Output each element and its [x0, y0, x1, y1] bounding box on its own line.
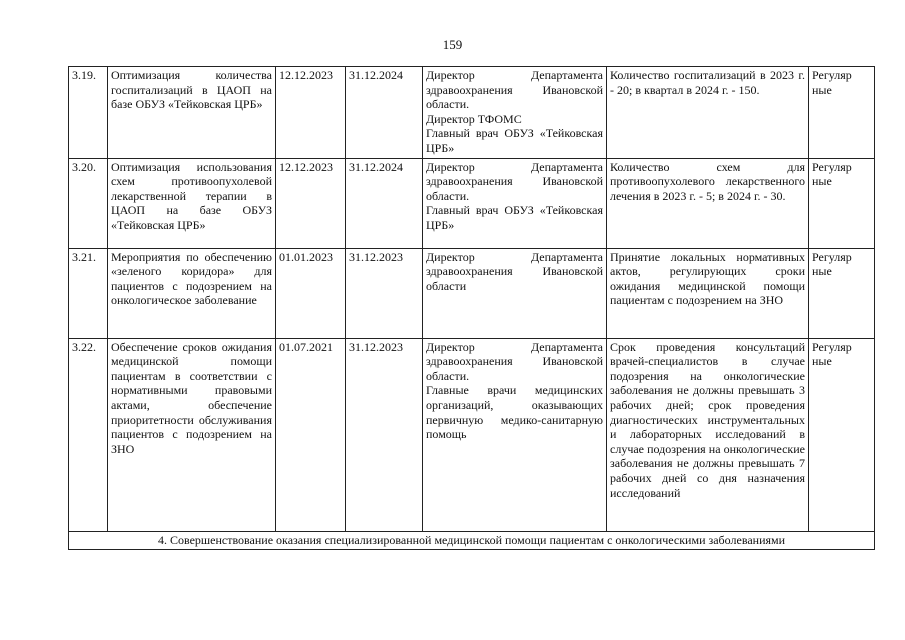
page-number: 159: [442, 37, 463, 52]
responsible-persons: [423, 338, 607, 531]
table-row: [69, 338, 875, 531]
end-date: 31.12.2024: [346, 67, 423, 159]
row-number: 3.20.: [69, 158, 108, 248]
periodicity: Регуляр ные: [809, 248, 875, 338]
row-number: 3.19.: [69, 67, 108, 159]
event-name: Оптимизация количества госпитализаций в ЦАОП на базе ОБУЗ «Тейковская ЦРБ»: [108, 67, 276, 159]
row-number: 3.22.: [69, 338, 108, 531]
end-date: 31.12.2024: [346, 158, 423, 248]
end-date: 31.12.2023: [346, 248, 423, 338]
responsible-line: Директор Департамента здравоохранения Ивановской области.: [426, 68, 603, 112]
event-name: Обеспечение сроков ожидания медицинской помощи пациентам в соответствии с нормативными правовыми актами, обеспечение приоритетности обслуживания пациентов с подозрением на ЗНО: [108, 338, 276, 531]
responsible-line: Директор Департамента здравоохранения Ивановской области.: [426, 159, 603, 203]
periodicity: Регуляр ные: [809, 67, 875, 159]
periodicity: Регуляр ные: [809, 338, 875, 531]
row-number: 3.21.: [69, 248, 108, 338]
table-row: [69, 67, 875, 159]
responsible-line: Директор Департамента здравоохранения Ивановской области: [426, 249, 603, 293]
event-name: Оптимизация использования схем противоопухолевой лекарственной терапии в ЦАОП на базе ОБУЗ «Тейковская ЦРБ»: [108, 158, 276, 248]
responsible-persons: [423, 67, 607, 159]
section-heading-row: [69, 531, 875, 550]
start-date: 01.07.2021: [276, 338, 346, 531]
start-date: 01.01.2023: [276, 248, 346, 338]
responsible-line: Главные врачи медицинских организаций, оказывающих первичную медико-санитарную помощь: [426, 383, 603, 442]
responsible-line: Директор Департамента здравоохранения Ивановской области.: [426, 339, 603, 383]
start-date: 12.12.2023: [276, 67, 346, 159]
responsible-persons: [423, 158, 607, 248]
start-date: 12.12.2023: [276, 158, 346, 248]
table-row: [69, 158, 875, 248]
responsible-line: Главный врач ОБУЗ «Тейковская ЦРБ»: [426, 126, 603, 155]
expected-result: Количество госпитализаций в 2023 г. - 20; в квартал в 2024 г. - 150.: [607, 67, 809, 159]
expected-result: Количество схем для противоопухолевого лекарственного лечения в 2023 г. - 5; в 2024 г. - 30.: [607, 158, 809, 248]
end-date: 31.12.2023: [346, 338, 423, 531]
responsible-line: Главный врач ОБУЗ «Тейковская ЦРБ»: [426, 203, 603, 232]
periodicity: Регуляр ные: [809, 158, 875, 248]
event-name: Мероприятия по обеспечению «зеленого коридора» для пациентов с подозрением на онкологическое заболевание: [108, 248, 276, 338]
section-heading: 4. Совершенствование оказания специализированной медицинской помощи пациентам с онкологическими заболеваниями: [69, 531, 875, 550]
expected-result: Срок проведения консультаций врачей-специалистов в случае подозрения на онкологические заболевания не должны превышать 3 рабочих дней; срок проведения диагностических инструментальных и лабораторных исследований в случае подозрения на онкологические заболевания не должны превышать 7 рабочих дней со дня назначения исследований: [607, 338, 809, 531]
table-row: [69, 248, 875, 338]
expected-result: Принятие локальных нормативных актов, регулирующих сроки ожидания медицинской помощи пациентам с подозрением на ЗНО: [607, 248, 809, 338]
action-plan-table: [68, 66, 875, 550]
responsible-persons: [423, 248, 607, 338]
responsible-line: Директор ТФОМС: [426, 111, 522, 126]
